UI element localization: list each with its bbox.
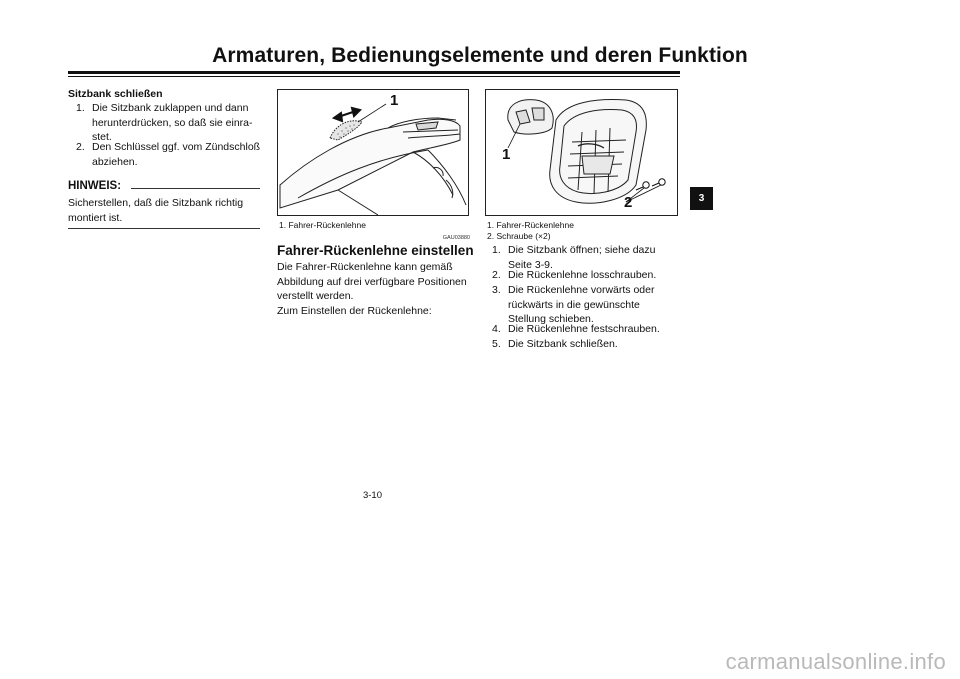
step-text: [92, 101, 253, 145]
step-number: 5.: [492, 338, 501, 350]
screw-icon: [636, 179, 665, 190]
note-rule: [131, 188, 260, 189]
step-line: Die Rückenlehne vorwärts oder: [508, 284, 655, 296]
subsection-heading: Sitzbank schließen: [68, 88, 163, 100]
step-line: Die Sitzbank zuklappen und dann: [92, 102, 249, 114]
body-line: verstellt werden.: [277, 290, 354, 302]
step-line: Stellung schieben.: [508, 313, 594, 325]
step-line: stet.: [92, 131, 112, 143]
section-body: [277, 260, 477, 318]
callout-2: 2: [624, 194, 633, 211]
step-line: Die Rückenlehne losschrauben.: [508, 269, 657, 281]
step-number: 1.: [492, 244, 501, 256]
step-line: Seite 3-9.: [508, 258, 553, 271]
note-label: HINWEIS:: [68, 180, 122, 192]
adjust-arrow-icon: [334, 108, 360, 121]
step-text: [508, 322, 660, 337]
step-text: [508, 268, 656, 283]
title-rule: [68, 71, 680, 74]
step-line: Die Sitzbank öffnen; siehe dazu: [508, 244, 656, 256]
body-line: Zum Einstellen der Rückenlehne:: [277, 304, 432, 317]
step-number: 2.: [76, 141, 85, 153]
step-item: [76, 101, 276, 145]
note-line: Sicherstellen, daß die Sitzbank richtig: [68, 197, 244, 209]
step-line: abziehen.: [92, 155, 138, 168]
step-text: [92, 140, 260, 169]
backrest-illustration: [278, 90, 468, 215]
page-title: Armaturen, Bedienungselemente und deren Funktion: [212, 44, 748, 67]
step-number: 2.: [492, 269, 501, 281]
seat-underside-illustration: [486, 90, 677, 215]
section-heading: Fahrer-Rückenlehne einstellen: [277, 243, 474, 258]
step-line: Die Rückenlehne festschrauben.: [508, 323, 660, 335]
callout-1: 1: [502, 146, 511, 163]
step-line: Die Sitzbank schließen.: [508, 338, 618, 350]
figure-backrest-screws: [485, 89, 678, 216]
chapter-tab: 3: [690, 187, 713, 210]
body-line: Abbildung auf drei verfügbare Positionen: [277, 275, 467, 288]
caption-line: 1. Fahrer-Rückenlehne: [487, 220, 574, 230]
step-number: 1.: [76, 102, 85, 114]
step-text: [508, 337, 618, 352]
body-line: Die Fahrer-Rückenlehne kann gemäß: [277, 261, 453, 273]
figure2-caption: [487, 220, 574, 242]
figure-backrest-side-view: [277, 89, 469, 216]
document-code: GAU03880: [442, 235, 470, 241]
step-number: 4.: [492, 323, 501, 335]
step-line: Den Schlüssel ggf. vom Zündschloß: [92, 141, 261, 153]
watermark: carmanualsonline.info: [725, 649, 946, 674]
note-bottom-rule: [68, 228, 260, 229]
step-item: [76, 140, 276, 170]
note-text: [68, 196, 263, 225]
step-line: rückwärts in die gewünschte: [508, 298, 640, 311]
note-line: montiert ist.: [68, 211, 123, 224]
step-item: [492, 337, 692, 352]
step-item: [492, 268, 692, 283]
step-text: [508, 283, 655, 327]
step-number: 3.: [492, 284, 501, 296]
figure1-caption: 1. Fahrer-Rückenlehne: [279, 220, 366, 230]
title-rule-thin: [68, 76, 680, 77]
step-line: herunterdrücken, so daß sie einra-: [92, 116, 253, 129]
caption-line: 2. Schraube (×2): [487, 231, 551, 241]
step-item: [492, 322, 692, 337]
step-item: [492, 283, 692, 327]
callout-1: 1: [390, 92, 399, 109]
page-number: 3-10: [362, 490, 382, 501]
